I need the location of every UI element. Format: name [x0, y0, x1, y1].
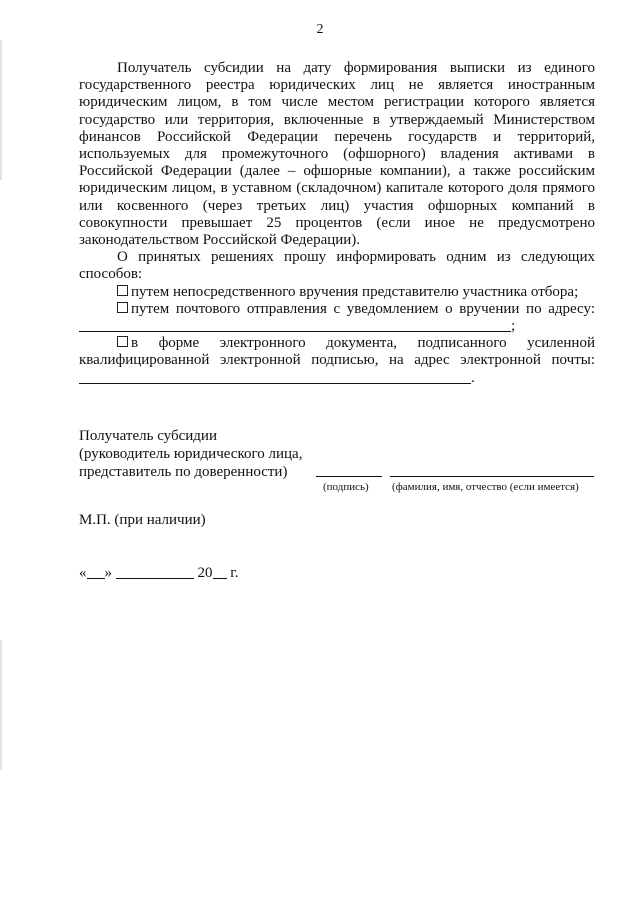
full-name-line[interactable] — [390, 476, 594, 477]
day-field[interactable] — [87, 566, 105, 579]
month-field[interactable] — [116, 566, 194, 579]
scan-edge-mark — [0, 640, 2, 770]
email-address-field[interactable] — [79, 371, 471, 384]
signature-block — [79, 427, 302, 481]
date-line — [79, 565, 238, 582]
option-email-delivery — [79, 335, 595, 387]
paragraph-notification-request: О принятых решениях прошу информировать одним из следующих способов: — [79, 249, 595, 283]
checkbox-postal-delivery[interactable] — [117, 302, 128, 313]
signature-title: Получатель субсидии — [79, 428, 217, 444]
option-personal-delivery-label: путем непосредственного вручения представителю участника отбора; — [131, 283, 579, 300]
page-number: 2 — [316, 22, 324, 37]
checkbox-personal-delivery[interactable] — [117, 285, 128, 296]
signature-line[interactable] — [316, 476, 382, 477]
document-body — [79, 60, 595, 387]
date-open-quote: « — [79, 565, 87, 581]
scan-edge-mark — [0, 40, 2, 180]
checkbox-email-delivery[interactable] — [117, 336, 128, 347]
year-suffix: г. — [230, 565, 239, 581]
email-address-end: . — [471, 369, 475, 386]
stamp-note: М.П. (при наличии) — [79, 512, 206, 528]
year-field[interactable] — [213, 566, 227, 579]
option-postal-delivery — [79, 301, 595, 335]
postal-address-end: ; — [511, 318, 516, 335]
full-name-caption: (фамилия, имя, отчество (если имеется) — [392, 481, 579, 493]
signature-representative: представитель по доверенности) — [79, 464, 288, 480]
option-postal-delivery-label: путем почтового отправления с уведомлением о вручении по адресу: — [131, 300, 595, 317]
option-email-delivery-label: в форме электронного документа, подписанного усиленной квалифицированной электронной подписью, на адрес электронной почты: — [79, 335, 595, 369]
date-close-quote: » — [104, 565, 112, 581]
signature-caption: (подпись) — [323, 481, 369, 493]
option-personal-delivery — [79, 284, 595, 301]
year-prefix: 20 — [197, 565, 213, 581]
signature-role: (руководитель юридического лица, — [79, 446, 303, 462]
postal-address-field[interactable] — [79, 319, 511, 332]
paragraph-offshore-statement: Получатель субсидии на дату формирования выписки из единого государственного реестра юридических лиц не является иностранным юридическим лицом, в том числе местом регистрации которого является государство или территория, включенные в утверждаемый Министерством финансов Российской Федерации перечень государств и территорий, используемых для промежуточного (офшорного) владения активами в Российской Федерации (далее – офшорные компании), а также российским юридическим лицом, в уставном (складочном) капитале которого доля прямого или косвенного (через третьих лиц) участия офшорных компаний в совокупности превышает 25 процентов (если иное не предусмотрено законодательством Российской Федерации). — [79, 60, 595, 249]
